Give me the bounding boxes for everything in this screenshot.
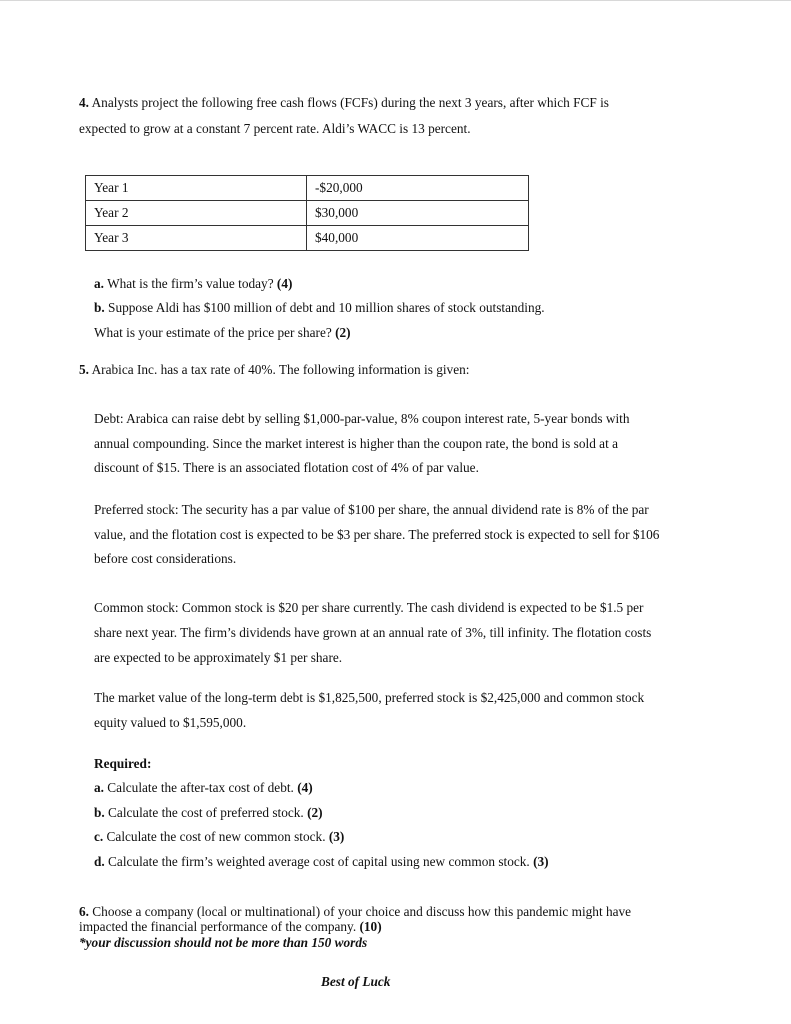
part-marks: (3) [328,829,345,844]
common-line: are expected to be approximately $1 per share. [94,650,343,665]
q6-number: 6. [79,904,89,919]
q5-number: 5. [79,362,89,377]
debt-line: discount of $15. There is an associated flotation cost of 4% of par value. [94,460,479,475]
preferred-line: before cost considerations. [94,551,237,566]
part-label: b. [94,300,105,315]
part-label: b. [94,805,105,820]
q6-line1 [79,904,631,920]
required-heading: Required: [94,756,152,771]
part-text: Calculate the firm’s weighted average cost of capital using new common stock. [104,854,534,869]
part-label: a. [94,276,104,291]
fcf-cell: $30,000 [307,201,529,226]
q6-word-limit-note: *your discussion should not be more than 150 words [79,935,368,950]
part-text: Calculate the cost of new common stock. [103,829,329,844]
q6-line2 [79,919,382,935]
q5-part-d [94,854,549,870]
part-text: Suppose Aldi has $100 million of debt and 10 million shares of stock outstanding. [104,300,545,315]
part-text: What is your estimate of the price per share? [94,325,336,340]
q5-part-c [94,829,344,845]
part-marks: (2) [335,325,351,340]
closing-text: Best of Luck [321,974,391,989]
q4-number: 4. [79,95,89,110]
q4-part-a [94,276,292,292]
q4-text-1: Analysts project the following free cash flows (FCFs) during the next 3 years, after which FCF is [88,95,609,110]
common-line: Common stock: Common stock is $20 per share currently. The cash dividend is expected to be $1.5 per [94,600,644,615]
common-line: share next year. The firm’s dividends have grown at an annual rate of 3%, till infinity. The flotation costs [94,625,652,640]
table-row [86,201,529,226]
market-line: equity valued to $1,595,000. [94,715,247,730]
part-text: Calculate the cost of preferred stock. [104,805,308,820]
debt-line: annual compounding. Since the market interest is higher than the coupon rate, the bond is sold at a [94,436,618,451]
year-cell: Year 1 [86,176,307,201]
year-cell: Year 2 [86,201,307,226]
part-text: What is the firm’s value today? [103,276,277,291]
q5-intro-text: Arabica Inc. has a tax rate of 40%. The following information is given: [88,362,470,377]
market-line: The market value of the long-term debt is $1,825,500, preferred stock is $2,425,000 and common stock [94,690,645,705]
part-marks: (4) [297,780,313,795]
q5-intro [79,362,469,378]
q4-line2: expected to grow at a constant 7 percent rate. Aldi’s WACC is 13 percent. [79,121,471,136]
q4-part-b [94,300,545,316]
fcf-cell: -$20,000 [307,176,529,201]
preferred-line: value, and the flotation cost is expected to be $3 per share. The preferred stock is expected to sell for $106 [94,527,660,542]
part-marks: (4) [276,276,293,291]
q4-part-b-line2 [94,325,351,341]
part-text: Calculate the after-tax cost of debt. [103,780,298,795]
q6-text-2: impacted the financial performance of the company. [79,919,360,934]
preferred-line: Preferred stock: The security has a par value of $100 per share, the annual dividend rate is 8% of the par [94,502,649,517]
fcf-cell: $40,000 [307,226,529,251]
debt-line: Debt: Arabica can raise debt by selling $1,000-par-value, 8% coupon interest rate, 5-year bonds with [94,411,630,426]
part-label: d. [94,854,105,869]
year-cell: Year 3 [86,226,307,251]
page-top-border [0,0,791,1]
table-row [86,176,529,201]
part-marks: (3) [533,854,549,869]
part-label: c. [94,829,104,844]
q6-text-1: Choose a company (local or multinational) of your choice and discuss how this pandemic might have [88,904,632,919]
table-row [86,226,529,251]
q5-part-b [94,805,323,821]
part-label: a. [94,780,104,795]
q4-line1 [79,95,609,111]
required-label [94,756,151,772]
part-marks: (2) [307,805,323,820]
q5-part-a [94,780,313,796]
fcf-table [85,175,529,251]
q6-marks: (10) [359,919,382,934]
